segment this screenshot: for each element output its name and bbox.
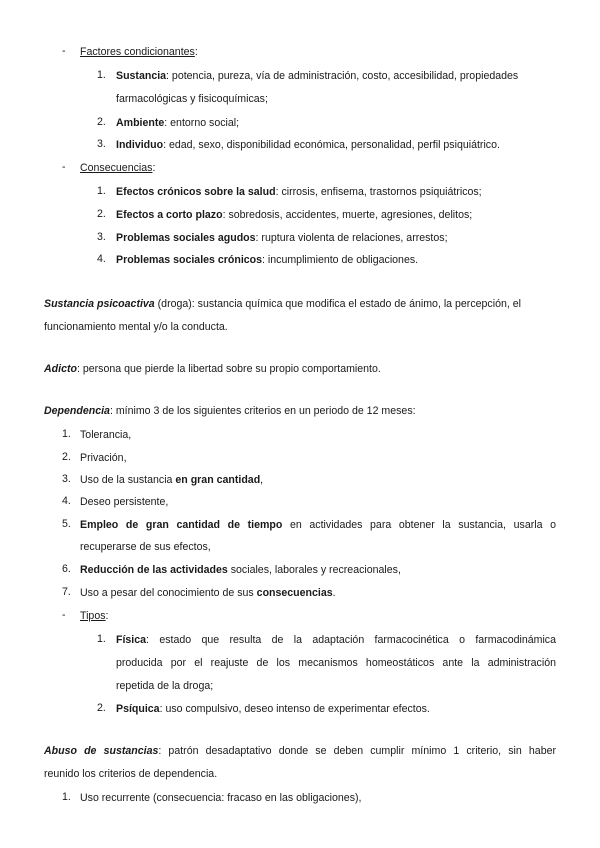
definition-text: : mínimo 3 de los siguientes criterios en un periodo de 12 meses: (109, 405, 416, 417)
list-item-continuation: repetida de la droga; (116, 680, 214, 692)
definition-sustancia (44, 297, 521, 311)
list-number: 3. (97, 231, 106, 243)
definition-adicto (44, 362, 381, 376)
list-number: 2. (97, 702, 106, 714)
heading-colon: : (194, 46, 198, 58)
item-term: Física (116, 634, 147, 646)
bullet-dash: - (62, 45, 66, 57)
list-number: 3. (97, 138, 106, 150)
item-term: Efectos a corto plazo (116, 209, 223, 221)
list-item (116, 69, 518, 83)
item-term: Ambiente (116, 117, 165, 129)
definition-term: Sustancia psicoactiva (44, 298, 155, 310)
list-number: 1. (97, 633, 106, 645)
item-punct: , (260, 474, 264, 486)
item-text: Privación (80, 452, 124, 464)
item-text: : edad, sexo, disponibilidad económica, personalidad, perfil psiquiátrico. (163, 139, 500, 151)
item-bold: consecuencias (256, 587, 333, 599)
definition-text: : persona que pierde la libertad sobre su propio comportamiento. (76, 363, 381, 375)
item-text: Uso a pesar del conocimiento de sus (80, 587, 257, 599)
list-item (80, 428, 131, 442)
item-rest: sociales, laborales y recreacionales, (227, 564, 401, 576)
section-heading-factores (80, 45, 198, 59)
item-term: Problemas sociales crónicos (116, 254, 263, 266)
item-punct: , (123, 452, 127, 464)
item-text: Deseo persistente (80, 496, 166, 508)
list-item (80, 495, 168, 509)
item-punct: . (332, 587, 336, 599)
list-item (116, 208, 472, 222)
list-number: 2. (97, 208, 106, 220)
list-item (116, 138, 500, 152)
item-text: : estado que resulta de la adaptación farmacocinética o farmacodinámica (146, 634, 556, 646)
list-number: 1. (62, 428, 71, 440)
list-item-continuation: farmacológicas y fisicoquímicas; (116, 93, 268, 105)
item-term: Psíquica (116, 703, 160, 715)
item-term: Sustancia (116, 70, 167, 82)
list-item: Uso recurrente (consecuencia: fracaso en las obligaciones), (80, 792, 362, 804)
list-item (116, 231, 448, 245)
bullet-dash: - (62, 161, 66, 173)
item-bold: en gran cantidad (175, 474, 261, 486)
item-term: Efectos crónicos sobre la salud (116, 186, 276, 198)
list-number: 2. (97, 116, 106, 128)
item-text: : ruptura violenta de relaciones, arrestos; (255, 232, 448, 244)
list-number: 4. (62, 495, 71, 507)
list-number: 2. (62, 451, 71, 463)
item-text: : potencia, pureza, vía de administración, costo, accesibilidad, propiedades (166, 70, 519, 82)
list-item (116, 185, 482, 199)
list-number: 6. (62, 563, 71, 575)
list-item (116, 116, 239, 130)
item-rest: en actividades para obtener la sustancia, usarla o (282, 519, 556, 531)
list-item (116, 253, 418, 267)
definition-text: (droga): sustancia química que modifica el estado de ánimo, la percepción, el (154, 298, 521, 310)
definition-dependencia (44, 404, 416, 418)
item-punct: , (165, 496, 169, 508)
list-number: 5. (62, 518, 71, 530)
list-number: 7. (62, 586, 71, 598)
list-number: 1. (97, 69, 106, 81)
heading-colon: : (105, 610, 109, 622)
definition-term: Abuso de sustancias (44, 745, 159, 757)
definition-term: Adicto (44, 363, 77, 375)
item-text: Reducción de las actividades (80, 564, 228, 576)
list-item-continuation: recuperarse de sus efectos, (80, 541, 211, 553)
item-text: : sobredosis, accidentes, muerte, agresiones, delitos; (222, 209, 473, 221)
heading-text: Consecuencias (80, 162, 153, 174)
list-item (80, 451, 127, 465)
definition-continuation: funcionamiento mental y/o la conducta. (44, 321, 228, 333)
section-heading-consecuencias (80, 161, 155, 175)
heading-colon: : (152, 162, 156, 174)
item-punct: , (128, 429, 132, 441)
list-number: 1. (62, 791, 71, 803)
list-item (80, 563, 401, 577)
list-item-continuation: producida por el reajuste de los mecanismos homeostáticos ante la administración (116, 657, 556, 669)
section-heading-tipos (80, 609, 108, 623)
item-text: : incumplimiento de obligaciones. (262, 254, 419, 266)
definition-abuso (44, 744, 556, 758)
definition-term: Dependencia (44, 405, 110, 417)
list-item (80, 586, 336, 600)
item-text: Uso de la sustancia (80, 474, 176, 486)
definition-continuation: reunido los criterios de dependencia. (44, 768, 218, 780)
item-text: Empleo de gran cantidad de tiempo (80, 519, 283, 531)
list-item (116, 633, 556, 647)
item-text: Tolerancia (80, 429, 129, 441)
heading-text: Tipos (80, 610, 106, 622)
item-term: Individuo (116, 139, 164, 151)
item-text: : uso compulsivo, deseo intenso de experimentar efectos. (159, 703, 430, 715)
list-item (116, 702, 430, 716)
heading-text: Factores condicionantes (80, 46, 195, 58)
item-term: Problemas sociales agudos (116, 232, 256, 244)
list-number: 1. (97, 185, 106, 197)
list-item (80, 473, 263, 487)
list-number: 3. (62, 473, 71, 485)
item-text: : cirrosis, enfisema, trastornos psiquiátricos; (275, 186, 482, 198)
list-item (80, 518, 556, 532)
item-text: : entorno social; (164, 117, 240, 129)
list-number: 4. (97, 253, 106, 265)
definition-text: : patrón desadaptativo donde se deben cumplir mínimo 1 criterio, sin haber (158, 745, 557, 757)
bullet-dash: - (62, 609, 66, 621)
